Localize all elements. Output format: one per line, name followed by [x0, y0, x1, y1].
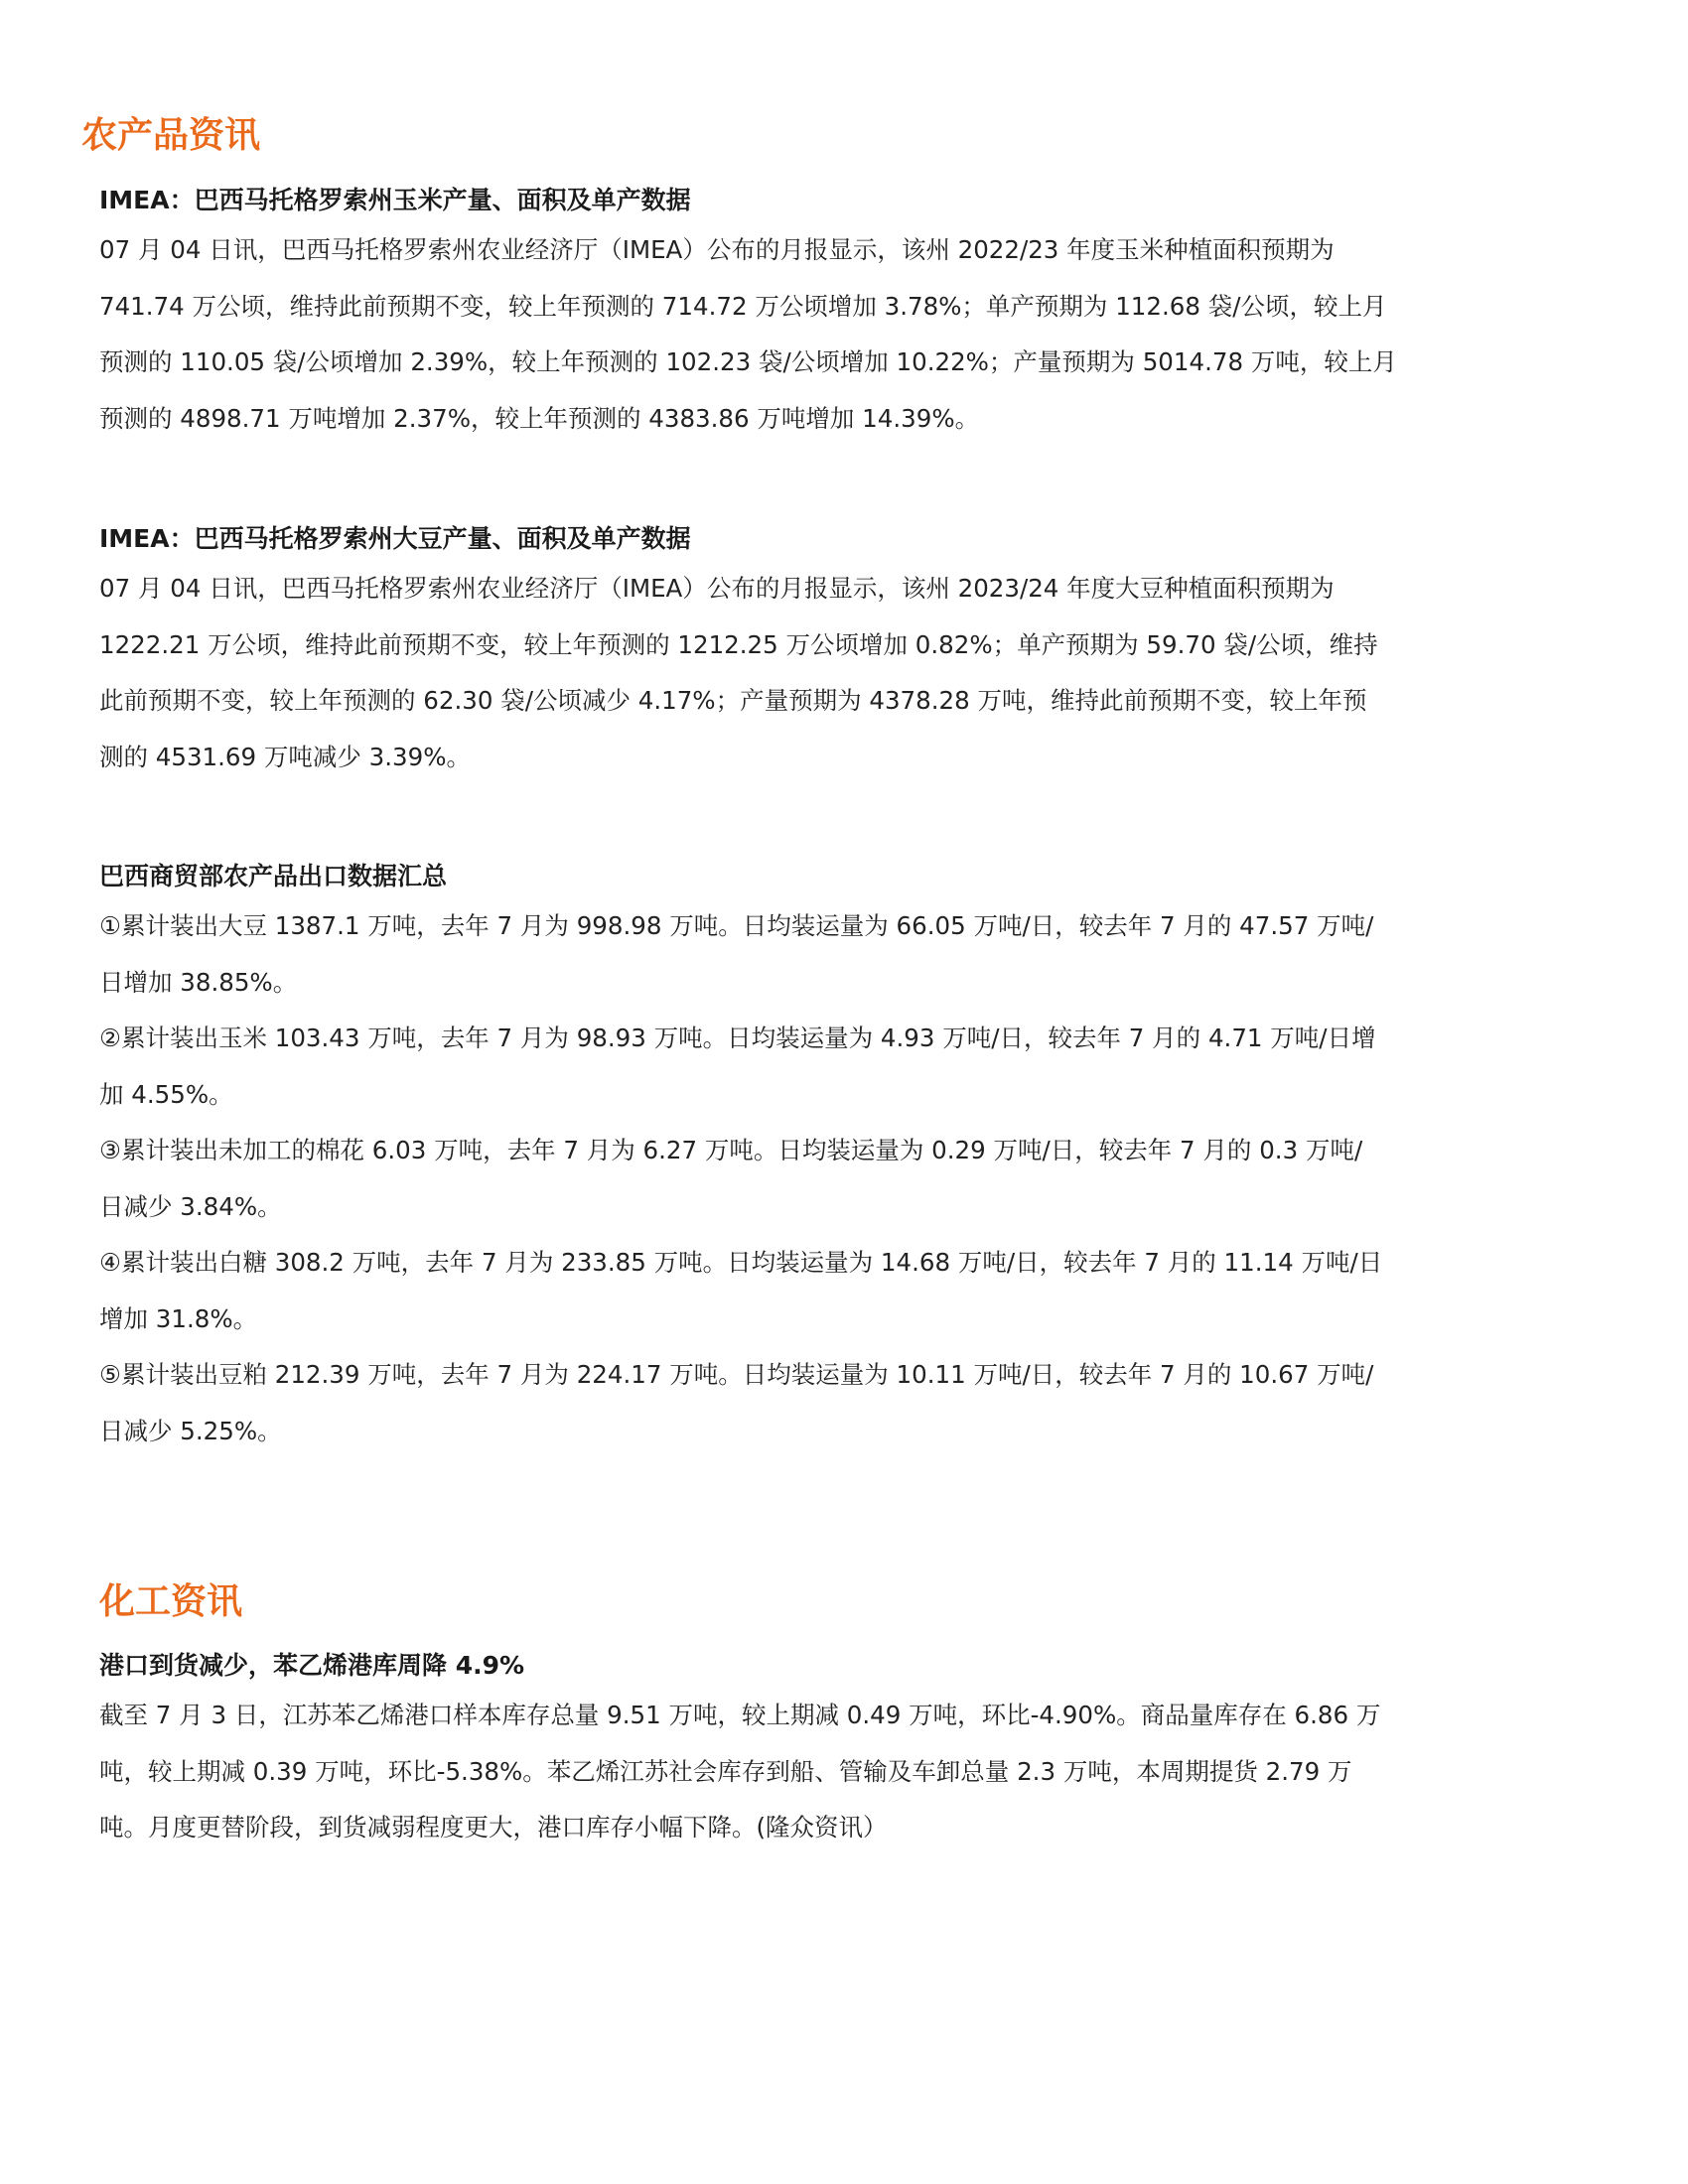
- exports-line: 日减少 5.25%。: [99, 1416, 282, 1445]
- chem-section-heading: 化工资讯: [99, 1581, 243, 1622]
- soy-article-title: IMEA：巴西马托格罗索州大豆产量、面积及单产数据: [99, 524, 691, 553]
- soy-line-2: 1222.21 万公顷，维持此前预期不变，较上年预测的 1212.25 万公顷增加 0.82%；单产预期为 59.70 袋/公顷，维持: [99, 629, 1378, 659]
- corn-line-4: 预测的 4898.71 万吨增加 2.37%，较上年预测的 4383.86 万吨增加 14.39%。: [99, 403, 980, 433]
- corn-line-1: 07 月 04 日讯，巴西马托格罗索州农业经济厅（IMEA）公布的月报显示，该州 2022/23 年度玉米种植面积预期为: [99, 235, 1335, 264]
- exports-line: ②累计装出玉米 103.43 万吨，去年 7 月为 98.93 万吨。日均装运量为 4.93 万吨/日，较去年 7 月的 4.71 万吨/日增: [99, 1024, 1376, 1052]
- soy-article: [99, 519, 1569, 785]
- styrene-article: [99, 1646, 1569, 1856]
- agri-section-heading: 农产品资讯: [81, 115, 261, 156]
- corn-line-2: 741.74 万公顷，维持此前预期不变，较上年预测的 714.72 万公顷增加 3.78%；单产预期为 112.68 袋/公顷，较上月: [99, 291, 1387, 321]
- styrene-line-3: 吨。月度更替阶段，到货减弱程度更大，港口库存小幅下降。(隆众资讯）: [99, 1813, 888, 1842]
- soy-article-body: [99, 561, 1569, 785]
- exports-line: ④累计装出白糖 308.2 万吨，去年 7 月为 233.85 万吨。日均装运量为 14.68 万吨/日，较去年 7 月的 11.14 万吨/日: [99, 1248, 1383, 1277]
- corn-article-body: [99, 222, 1569, 447]
- corn-article: [99, 181, 1569, 447]
- styrene-article-title: 港口到货减少，苯乙烯港库周降 4.9%: [99, 1651, 525, 1680]
- soy-line-4: 测的 4531.69 万吨减少 3.39%。: [99, 742, 472, 771]
- soy-line-3: 此前预期不变，较上年预测的 62.30 袋/公顷减少 4.17%；产量预期为 4378.28 万吨，维持此前预期不变，较上年预: [99, 686, 1367, 715]
- styrene-line-1: 截至 7 月 3 日，江苏苯乙烯港口样本库存总量 9.51 万吨，较上期减 0.49 万吨，环比-4.90%。商品量库存在 6.86 万: [99, 1701, 1381, 1729]
- exports-line: ③累计装出未加工的棉花 6.03 万吨，去年 7 月为 6.27 万吨。日均装运量为 0.29 万吨/日，较去年 7 月的 0.3 万吨/: [99, 1136, 1363, 1164]
- styrene-article-body: [99, 1688, 1569, 1856]
- exports-list: [99, 898, 1569, 1459]
- exports-article-title: 巴西商贸部农产品出口数据汇总: [99, 862, 448, 890]
- exports-line: ⑤累计装出豆粕 212.39 万吨，去年 7 月为 224.17 万吨。日均装运量为 10.11 万吨/日，较去年 7 月的 10.67 万吨/: [99, 1360, 1374, 1389]
- corn-article-title: IMEA：巴西马托格罗索州玉米产量、面积及单产数据: [99, 186, 691, 214]
- exports-line: 加 4.55%。: [99, 1079, 233, 1109]
- styrene-line-2: 吨，较上期减 0.39 万吨，环比-5.38%。苯乙烯江苏社会库存到船、管输及车卸总量 2.3 万吨，本周期提货 2.79 万: [99, 1756, 1352, 1786]
- exports-line: ①累计装出大豆 1387.1 万吨，去年 7 月为 998.98 万吨。日均装运量为 66.05 万吨/日，较去年 7 月的 47.57 万吨/: [99, 911, 1374, 940]
- exports-line: 日减少 3.84%。: [99, 1191, 282, 1221]
- corn-line-3: 预测的 110.05 袋/公顷增加 2.39%，较上年预测的 102.23 袋/公顷增加 10.22%；产量预期为 5014.78 万吨，较上月: [99, 347, 1397, 376]
- exports-line: 日增加 38.85%。: [99, 967, 298, 997]
- soy-line-1: 07 月 04 日讯，巴西马托格罗索州农业经济厅（IMEA）公布的月报显示，该州 2023/24 年度大豆种植面积预期为: [99, 574, 1335, 603]
- exports-article: [99, 857, 1569, 1459]
- exports-line: 增加 31.8%。: [99, 1303, 258, 1333]
